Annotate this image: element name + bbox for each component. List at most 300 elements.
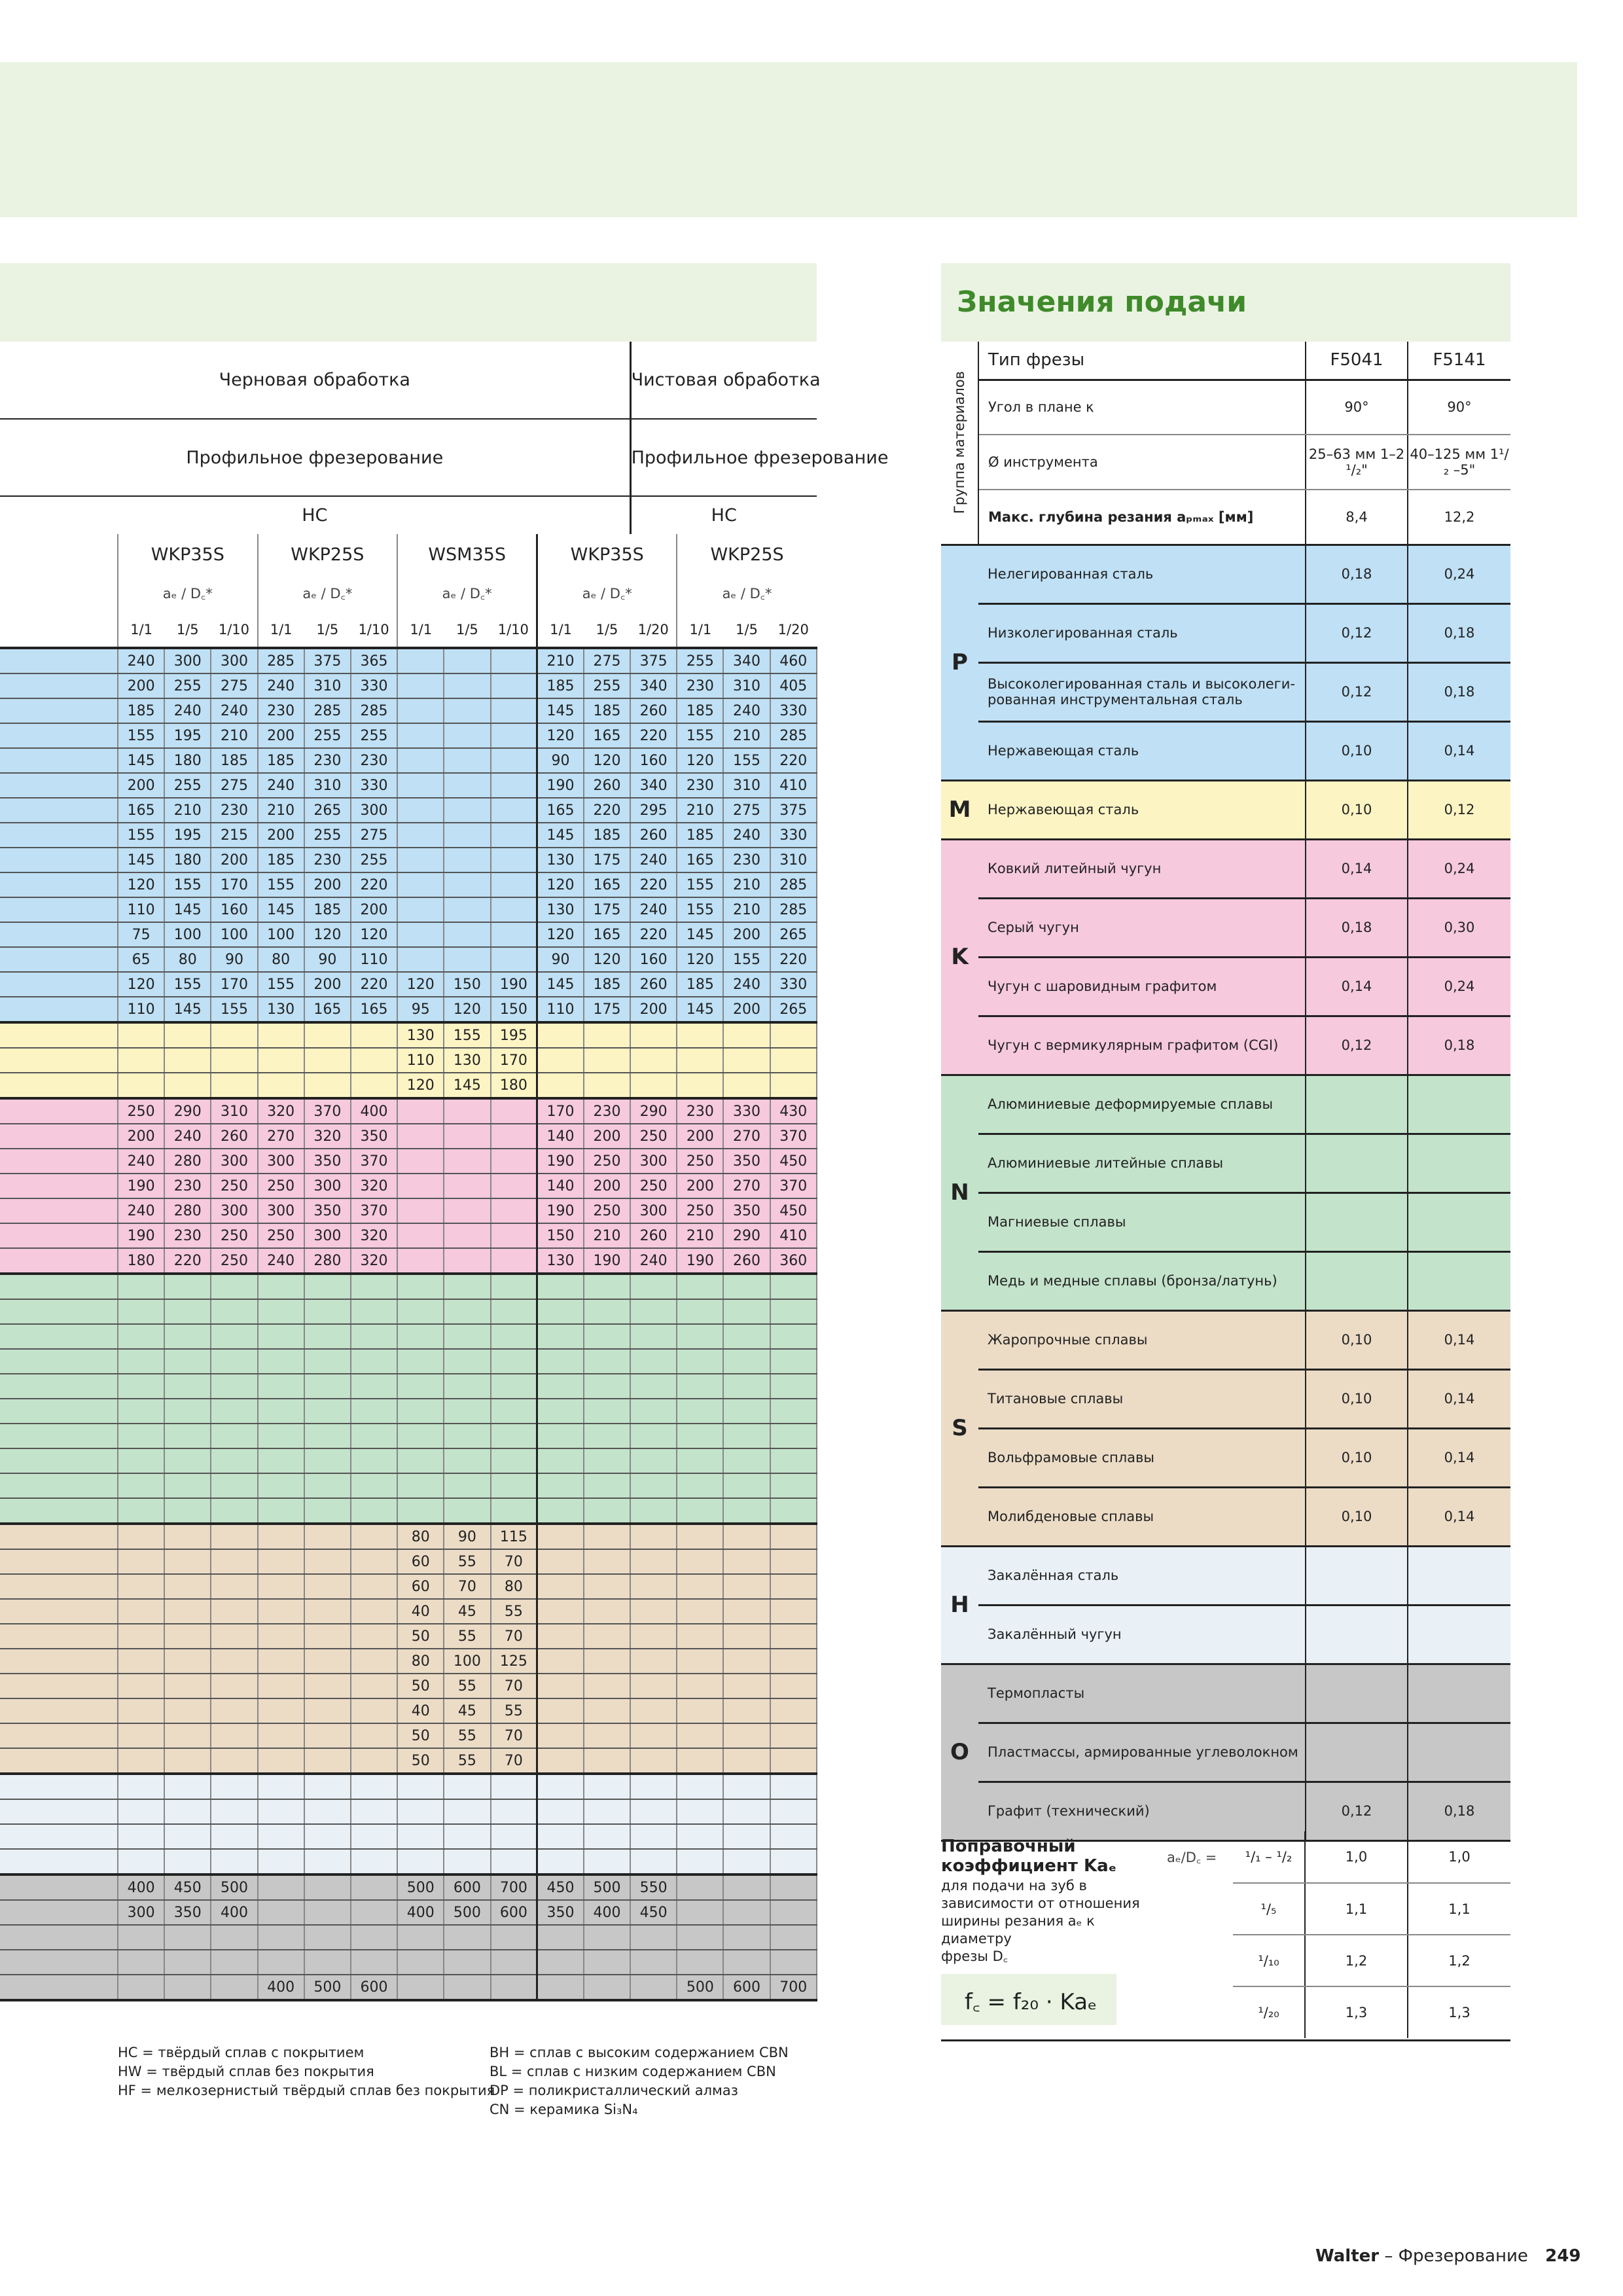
speed-cell	[444, 1774, 490, 1799]
left-table-band	[0, 263, 817, 342]
speed-cell	[164, 1849, 211, 1874]
speed-cell: 230	[258, 698, 304, 723]
material-name: Вольфрамовые сплавы	[978, 1428, 1306, 1487]
speed-cell	[397, 922, 444, 947]
speed-cell	[164, 1723, 211, 1748]
speed-cell: 95	[397, 997, 444, 1022]
speed-cell: 230	[304, 748, 351, 773]
speed-cell: 250	[584, 1149, 630, 1174]
profile-rough-header: Профильное фрезерование	[0, 419, 630, 496]
speed-cell: 285	[304, 698, 351, 723]
speed-cell	[444, 823, 490, 848]
speed-cell	[444, 1799, 490, 1824]
speed-cell	[723, 1022, 770, 1048]
speed-cell: 255	[304, 723, 351, 748]
kae-description-line: ширины резания aₑ к диаметру	[941, 1913, 1095, 1946]
speed-cell	[677, 1599, 723, 1624]
speed-cell: 340	[723, 648, 770, 673]
speed-cell: 240	[258, 773, 304, 798]
speed-cell: 120	[537, 723, 584, 748]
speed-cell: 200	[584, 1124, 630, 1149]
speed-cell: 300	[211, 1198, 257, 1223]
feed-row	[941, 1193, 1510, 1251]
speed-cell	[258, 1698, 304, 1723]
speed-cell	[397, 1448, 444, 1473]
speed-cell	[444, 947, 490, 972]
speed-cell	[444, 1223, 490, 1248]
speed-cell: 500	[397, 1874, 444, 1900]
speed-cell: 310	[723, 773, 770, 798]
speed-cell	[677, 1874, 723, 1900]
feed-row	[941, 603, 1510, 662]
feed-row	[941, 1664, 1510, 1723]
table-row	[0, 748, 817, 773]
speed-cell: 90	[537, 947, 584, 972]
speed-cell: 300	[304, 1223, 351, 1248]
kae-value-f5141: 1,1	[1408, 1883, 1510, 1935]
speed-cell: 220	[630, 922, 677, 947]
speed-cell: 120	[304, 922, 351, 947]
speed-cell	[491, 897, 537, 922]
material-cell	[0, 1073, 118, 1098]
speed-cell: 370	[770, 1124, 817, 1149]
material-cell	[0, 1774, 118, 1799]
speed-cell	[770, 1574, 817, 1599]
speed-cell	[164, 1048, 211, 1073]
ratio-header: aₑ / D꜀*	[258, 575, 398, 613]
speed-cell	[630, 1299, 677, 1324]
speed-cell: 600	[351, 1975, 397, 2000]
speed-cell	[770, 1424, 817, 1448]
speed-cell: 290	[630, 1098, 677, 1124]
speed-cell: 230	[677, 1098, 723, 1124]
speed-cell	[351, 1374, 397, 1399]
speed-cell	[584, 1524, 630, 1549]
speed-cell	[537, 1975, 584, 2000]
speed-cell: 120	[677, 947, 723, 972]
speed-cell	[397, 1799, 444, 1824]
speed-cell: 285	[770, 872, 817, 897]
speed-cell: 230	[211, 798, 257, 823]
speed-cell: 250	[630, 1174, 677, 1198]
speed-cell: 370	[351, 1198, 397, 1223]
speed-cell	[630, 1599, 677, 1624]
table-row	[0, 1774, 817, 1799]
speed-cell	[537, 1799, 584, 1824]
speed-cell: 180	[164, 848, 211, 872]
speed-cell	[304, 1874, 351, 1900]
speed-cell	[584, 1723, 630, 1748]
speed-cell	[164, 1299, 211, 1324]
speed-cell	[397, 1274, 444, 1299]
speed-cell: 460	[770, 648, 817, 673]
speed-cell	[211, 1574, 257, 1599]
footer-page: 249	[1545, 2246, 1581, 2266]
speed-cell	[397, 1324, 444, 1349]
speed-cell	[677, 1324, 723, 1349]
speed-cell	[630, 1473, 677, 1498]
speed-cell: 90	[444, 1524, 490, 1549]
speed-cell: 400	[351, 1098, 397, 1124]
speed-cell: 100	[444, 1649, 490, 1674]
speed-cell: 165	[304, 997, 351, 1022]
speed-cell	[770, 1549, 817, 1574]
legend-item: HF = мелкозернистый твёрдый сплав без покрытия	[118, 2083, 495, 2098]
speed-cell: 175	[584, 897, 630, 922]
speed-cell	[397, 1925, 444, 1950]
ratio-header: aₑ / D꜀*	[537, 575, 677, 613]
speed-cell: 240	[723, 823, 770, 848]
material-group-letter: M	[941, 780, 978, 839]
material-cell	[0, 1975, 118, 2000]
speed-cell	[258, 1424, 304, 1448]
speed-cell	[164, 1498, 211, 1524]
table-row	[0, 1022, 817, 1048]
speed-cell	[723, 1649, 770, 1674]
speed-cell	[351, 1549, 397, 1574]
speed-cell	[677, 1925, 723, 1950]
feed-value-f5141	[1408, 1723, 1510, 1782]
material-name: Нелегированная сталь	[978, 545, 1306, 603]
legend-item: CN = керамика Si₃N₄	[490, 2102, 638, 2117]
speed-cell	[397, 1399, 444, 1424]
speed-cell	[444, 1324, 490, 1349]
speed-cell: 250	[211, 1248, 257, 1274]
speed-cell	[444, 1274, 490, 1299]
speed-cell	[397, 1299, 444, 1324]
speed-cell	[258, 1073, 304, 1098]
speed-cell	[584, 1299, 630, 1324]
legend-item: HW = твёрдый сплав без покрытия	[118, 2064, 374, 2079]
grade-header: WKP25S	[677, 534, 817, 575]
speed-cell	[118, 1399, 164, 1424]
feed-row	[941, 1428, 1510, 1487]
table-row	[0, 848, 817, 872]
table-row	[0, 1799, 817, 1824]
speed-cell	[304, 1349, 351, 1374]
speed-cell	[444, 1149, 490, 1174]
speed-cell: 600	[491, 1900, 537, 1925]
speed-cell	[444, 1824, 490, 1849]
speed-cell	[491, 1248, 537, 1274]
feed-header-row	[941, 435, 1510, 490]
speed-cell	[491, 823, 537, 848]
material-name: Пластмассы, армированные углеволокном	[978, 1723, 1306, 1782]
speed-cell: 400	[584, 1900, 630, 1925]
finish-header: Чистовая обработка	[630, 342, 817, 419]
speed-cell	[584, 1374, 630, 1399]
speed-cell	[211, 1698, 257, 1723]
feed-header-row	[941, 380, 1510, 435]
speed-cell	[211, 1473, 257, 1498]
table-row	[0, 1624, 817, 1649]
feed-row	[941, 1251, 1510, 1310]
speed-cell	[118, 1748, 164, 1774]
speed-cell	[164, 1599, 211, 1624]
speed-cell	[211, 1349, 257, 1374]
speed-cell: 350	[164, 1900, 211, 1925]
speed-cell	[537, 1723, 584, 1748]
speed-cell: 300	[351, 798, 397, 823]
speed-cell	[304, 1299, 351, 1324]
feed-value-f5141: 0,24	[1408, 545, 1510, 603]
speed-cell	[164, 1824, 211, 1849]
speed-cell	[723, 1624, 770, 1649]
speed-cell	[118, 1824, 164, 1849]
speed-cell: 250	[677, 1149, 723, 1174]
speed-cell	[258, 1723, 304, 1748]
speed-cell: 145	[537, 972, 584, 997]
speed-cell	[304, 1324, 351, 1349]
speed-cell	[164, 1975, 211, 2000]
speed-cell	[491, 1223, 537, 1248]
feed-value-f5041	[1306, 1193, 1408, 1251]
kae-value-f5141: 1,3	[1408, 1986, 1510, 2038]
speed-cell	[584, 1975, 630, 2000]
material-cell	[0, 1674, 118, 1698]
material-group-letter: H	[941, 1546, 978, 1664]
speed-cell: 300	[164, 648, 211, 673]
speed-cell	[723, 1349, 770, 1374]
speed-cell: 200	[118, 1124, 164, 1149]
speed-cell: 330	[770, 972, 817, 997]
speed-cell: 405	[770, 673, 817, 698]
kae-ratio-value: ¹/₅	[1233, 1883, 1305, 1935]
speed-cell: 180	[491, 1073, 537, 1098]
speed-cell	[351, 1925, 397, 1950]
speed-cell	[677, 1824, 723, 1849]
legend-right	[490, 2043, 789, 2119]
speed-cell	[164, 1799, 211, 1824]
table-row	[0, 1849, 817, 1874]
speed-cell	[444, 897, 490, 922]
speed-cell	[211, 1498, 257, 1524]
speed-cell	[258, 1549, 304, 1574]
speed-cell: 295	[630, 798, 677, 823]
speed-cell	[444, 748, 490, 773]
speed-cell: 120	[118, 972, 164, 997]
feed-value-f5041: 0,10	[1306, 1428, 1408, 1487]
speed-cell	[444, 723, 490, 748]
speed-cell	[723, 1473, 770, 1498]
speed-cell: 265	[304, 798, 351, 823]
ratio-subheader: 1/10	[351, 613, 397, 648]
ratio-subheader: 1/5	[723, 613, 770, 648]
ratio-subheader: 1/20	[770, 613, 817, 648]
speed-cell	[491, 773, 537, 798]
speed-cell: 450	[164, 1874, 211, 1900]
feed-value-f5141: 0,18	[1408, 662, 1510, 721]
speed-cell	[491, 1849, 537, 1874]
speed-cell	[444, 1498, 490, 1524]
material-cell	[0, 673, 118, 698]
speed-cell: 260	[630, 823, 677, 848]
material-group-letter: O	[941, 1664, 978, 1840]
speed-cell: 100	[258, 922, 304, 947]
feed-row	[941, 721, 1510, 780]
material-group-label: Группа материалов	[952, 371, 967, 514]
speed-cell: 140	[537, 1174, 584, 1198]
table-row	[0, 1599, 817, 1624]
speed-cell: 220	[164, 1248, 211, 1274]
speed-cell: 320	[351, 1223, 397, 1248]
speed-cell	[537, 1473, 584, 1498]
speed-cell	[397, 897, 444, 922]
speed-cell	[723, 1448, 770, 1473]
grade-header: WSM35S	[397, 534, 537, 575]
speed-cell	[304, 1774, 351, 1799]
table-row	[0, 1124, 817, 1149]
speed-cell	[770, 1824, 817, 1849]
speed-cell	[444, 848, 490, 872]
speed-cell: 70	[444, 1574, 490, 1599]
speed-cell: 370	[304, 1098, 351, 1124]
speed-cell: 200	[584, 1174, 630, 1198]
speed-cell	[584, 1649, 630, 1674]
speed-cell	[584, 1324, 630, 1349]
speed-cell	[723, 1299, 770, 1324]
speed-cell	[211, 1649, 257, 1674]
kae-value-f5041: 1,3	[1305, 1986, 1408, 2038]
speed-cell	[584, 1498, 630, 1524]
speed-cell: 185	[258, 848, 304, 872]
speed-cell	[444, 1849, 490, 1874]
speed-cell	[444, 1473, 490, 1498]
speed-cell	[351, 1624, 397, 1649]
speed-cell	[304, 1599, 351, 1624]
speed-cell: 130	[258, 997, 304, 1022]
speed-cell: 240	[723, 972, 770, 997]
speed-cell: 155	[164, 972, 211, 997]
speed-cell	[630, 1399, 677, 1424]
speed-cell	[164, 1624, 211, 1649]
speed-cell	[351, 1424, 397, 1448]
feed-row	[941, 1016, 1510, 1075]
speed-cell: 255	[304, 823, 351, 848]
speed-cell: 190	[118, 1174, 164, 1198]
speed-cell: 190	[677, 1248, 723, 1274]
speed-cell	[537, 1574, 584, 1599]
speed-cell: 285	[770, 723, 817, 748]
speed-cell	[630, 1374, 677, 1399]
table-row	[0, 1975, 817, 2000]
material-cell	[0, 1599, 118, 1624]
speed-cell: 700	[770, 1975, 817, 2000]
speed-cell	[770, 1349, 817, 1374]
kae-ratio: aₑ/D꜀ =	[1167, 1850, 1217, 1865]
speed-cell: 280	[164, 1198, 211, 1223]
speed-cell	[770, 1874, 817, 1900]
speed-cell: 130	[537, 1248, 584, 1274]
speed-cell	[723, 1723, 770, 1748]
speed-cell: 450	[770, 1198, 817, 1223]
speed-cell	[211, 1549, 257, 1574]
speed-cell	[584, 1849, 630, 1874]
speed-cell	[770, 1473, 817, 1498]
speed-cell: 330	[351, 773, 397, 798]
speed-cell: 190	[118, 1223, 164, 1248]
speed-cell	[444, 648, 490, 673]
speed-cell: 255	[351, 723, 397, 748]
material-cell	[0, 872, 118, 897]
speed-cell	[491, 1124, 537, 1149]
speed-cell: 330	[770, 823, 817, 848]
speed-cell	[211, 1374, 257, 1399]
footer-section: – Фрезерование	[1384, 2246, 1528, 2266]
speed-cell: 230	[164, 1223, 211, 1248]
speed-cell	[770, 1950, 817, 1975]
speed-cell: 275	[211, 773, 257, 798]
speed-cell: 255	[164, 673, 211, 698]
speed-cell	[537, 1674, 584, 1698]
speed-cell	[118, 1349, 164, 1374]
speed-cell: 450	[630, 1900, 677, 1925]
speed-cell	[118, 1774, 164, 1799]
speed-cell: 375	[770, 798, 817, 823]
kae-title-2: коэффициент Kaₑ	[941, 1856, 1117, 1876]
material-group-letter: N	[941, 1075, 978, 1310]
speed-cell	[677, 1849, 723, 1874]
table-row	[0, 1448, 817, 1473]
material-cell	[0, 1624, 118, 1649]
speed-cell	[537, 1299, 584, 1324]
speed-cell	[304, 1925, 351, 1950]
speed-cell: 260	[630, 972, 677, 997]
feed-value-f5141	[1408, 1134, 1510, 1193]
ratio-subheader: 1/1	[677, 613, 723, 648]
ratio-subheader: 1/1	[397, 613, 444, 648]
material-cell	[0, 748, 118, 773]
feed-row	[941, 957, 1510, 1016]
speed-cell	[118, 1073, 164, 1098]
speed-cell	[723, 1274, 770, 1299]
ratio-subheader: 1/10	[211, 613, 257, 648]
speed-cell: 220	[351, 872, 397, 897]
speed-cell: 230	[677, 673, 723, 698]
legend-left	[118, 2043, 495, 2100]
speed-cell	[118, 1448, 164, 1473]
speed-cell	[304, 1424, 351, 1448]
speed-cell: 410	[770, 1223, 817, 1248]
speed-cell: 500	[211, 1874, 257, 1900]
material-cell	[0, 1448, 118, 1473]
speed-cell	[164, 1774, 211, 1799]
material-name: Алюминиевые деформируемые сплавы	[978, 1075, 1306, 1134]
speed-cell	[677, 1424, 723, 1448]
speed-cell	[397, 773, 444, 798]
speed-cell	[584, 1950, 630, 1975]
speed-cell	[164, 1424, 211, 1448]
kae-value-f5041: 1,2	[1305, 1935, 1408, 1986]
feed-value-f5041	[1306, 1664, 1408, 1723]
speed-cell	[351, 1774, 397, 1799]
speed-cell	[770, 1698, 817, 1723]
speed-cell	[537, 1649, 584, 1674]
speed-cell: 200	[723, 997, 770, 1022]
feed-value-f5041: 0,12	[1306, 603, 1408, 662]
speed-cell	[723, 1925, 770, 1950]
speed-cell	[351, 1698, 397, 1723]
speed-cell	[444, 698, 490, 723]
speed-cell	[723, 1498, 770, 1524]
speed-cell	[211, 1524, 257, 1549]
speed-cell	[397, 1098, 444, 1124]
table-row	[0, 1048, 817, 1073]
speed-cell	[211, 1849, 257, 1874]
speed-cell: 160	[211, 897, 257, 922]
speed-cell	[304, 1022, 351, 1048]
speed-cell	[537, 1950, 584, 1975]
